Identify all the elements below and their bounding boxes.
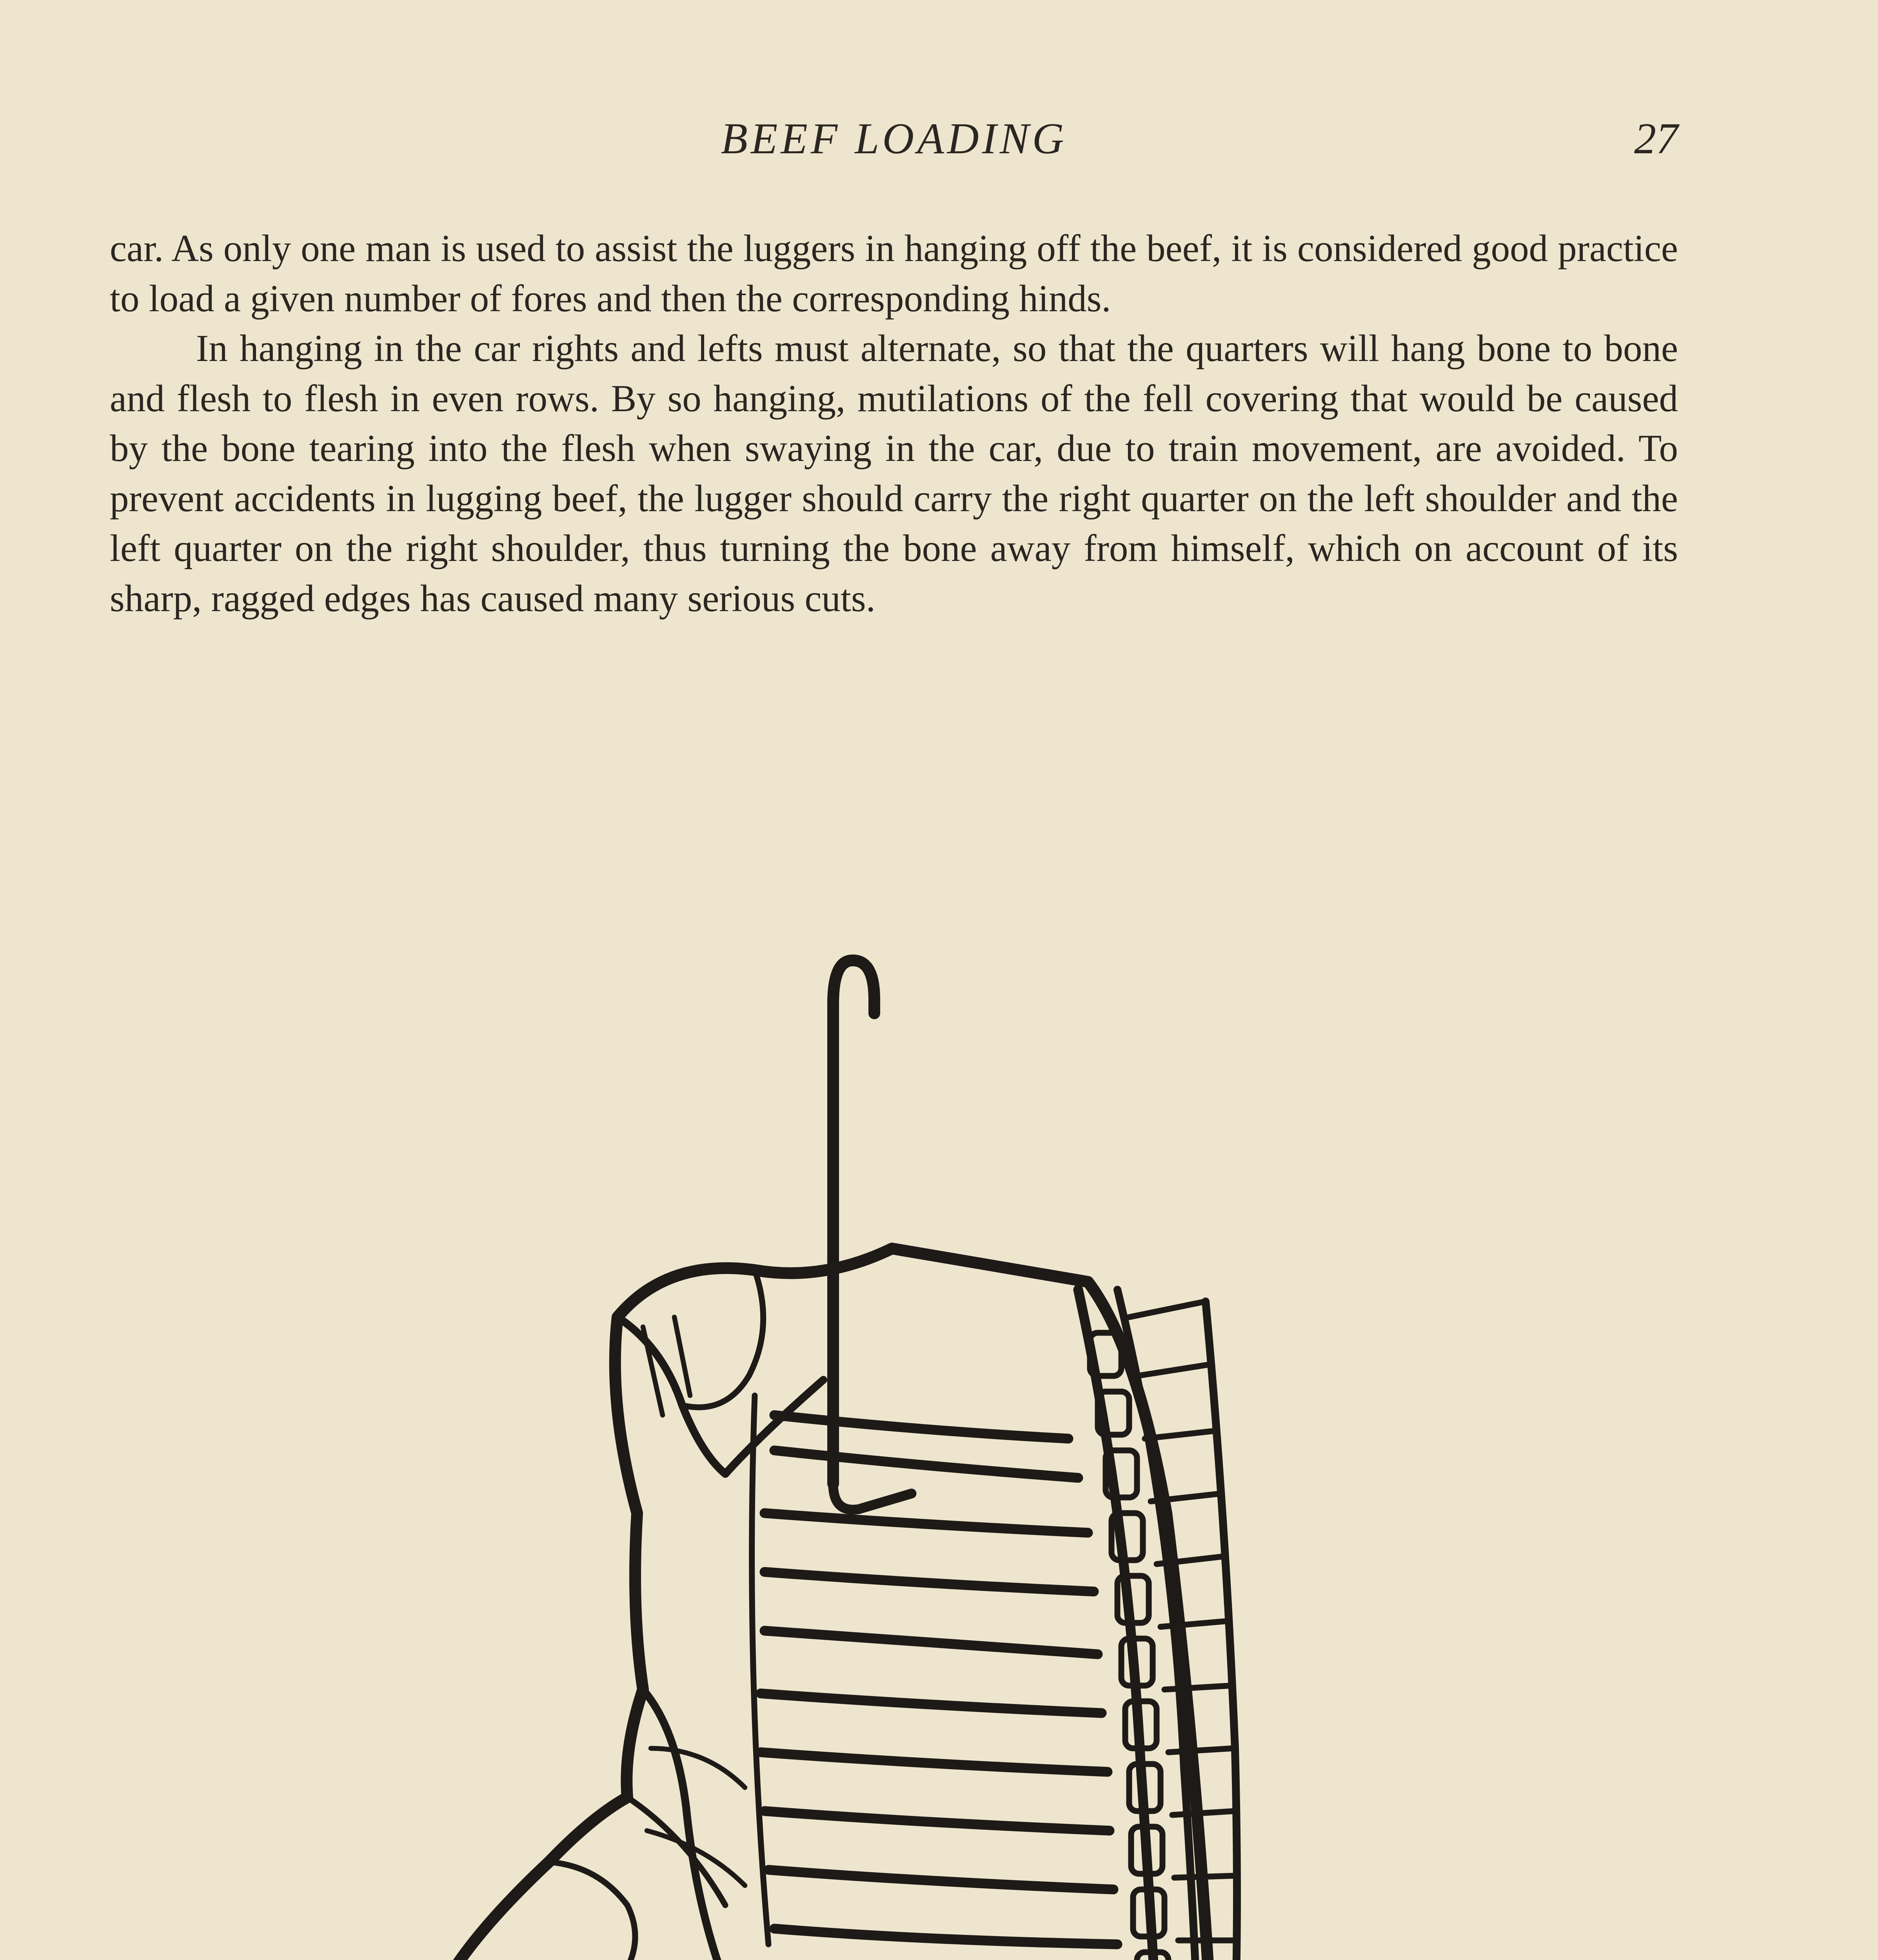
paragraph: car. As only one man is used to assist the luggers in hanging off the beef, it is considered good practice to load a given number of fores and then the corresponding hinds.: [110, 227, 1678, 319]
running-title: BEEF LOADING: [721, 114, 1067, 163]
beef-forequarter-illustration: [431, 925, 1392, 1960]
body-text-top: [110, 223, 1678, 623]
paragraph: In hanging in the car rights and lefts must alternate, so that the quarters will hang bone to bone and flesh to flesh in even rows. By so hanging, mutilations of the fell covering that would be caused by the bone tearing into the flesh when swaying in the car, due to train movement, are avoided. To prevent accidents in lugging beef, the lugger should carry the right quarter on the left shoulder and the left quarter on the right shoulder, thus turning the bone away from himself, which on account of its sharp, ragged edges has caused many serious cuts.: [110, 327, 1678, 619]
page-number: 27: [1634, 114, 1678, 163]
car-hook: [833, 960, 874, 1484]
running-head: [110, 114, 1678, 169]
ribs: [761, 1415, 1117, 1944]
